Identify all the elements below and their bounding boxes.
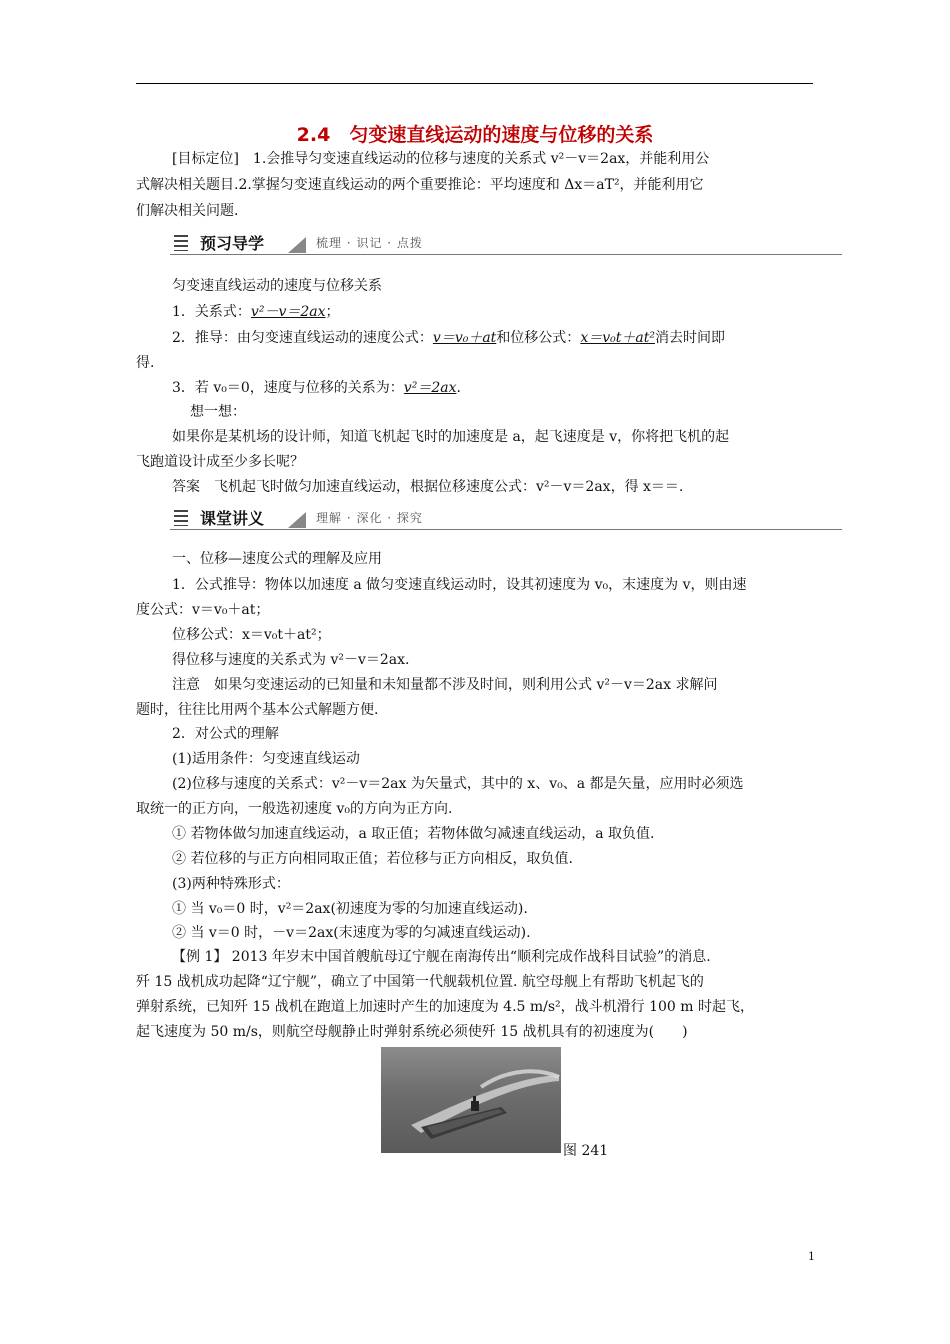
example-line: 起飞速度为 50 m/s，则航空母舰静止时弹射系统必须使歼 15 战机具有的初速度为( ) xyxy=(136,1024,688,1040)
lecture-heading-1: 一、位移—速度公式的理解及应用 xyxy=(172,551,382,567)
formula-underlined: v²＝2ax xyxy=(403,380,457,396)
example-line: 歼 15 战机成功起降“辽宁舰”，确立了中国第一代舰载机位置. 航空母舰上有帮助飞机起飞的 xyxy=(136,974,704,990)
lecture-line: 得位移与速度的关系式为 v²－v＝2ax. xyxy=(172,652,410,668)
objective-line-3: 们解决相关问题. xyxy=(136,203,239,219)
triangle-icon xyxy=(288,512,306,528)
think-label: 想一想： xyxy=(190,404,246,420)
condition-line: ② 当 v＝0 时，－v＝2ax(末速度为零的匀减速直线运动). xyxy=(172,925,531,941)
section-header-preview xyxy=(170,233,842,255)
note-line: 注意 如果匀变速运动的已知量和未知量都不涉及时间，则利用公式 v²－v＝2ax 求解问 xyxy=(172,677,718,693)
triangle-icon xyxy=(288,237,306,253)
question-line-1: 如果你是某机场的设计师，知道飞机起飞时的加速度是 a，起飞速度是 v，你将把飞机的起 xyxy=(172,429,730,445)
item-text: 和位移公式： xyxy=(496,330,581,346)
lecture-heading-2: 2．对公式的理解 xyxy=(172,726,279,742)
example-line: 弹射系统，已知歼 15 战机在跑道上加速时产生的加速度为 4.5 m/s²，战斗机滑行 100 m 时起飞， xyxy=(136,999,755,1015)
aircraft-carrier-photo xyxy=(381,1047,561,1153)
formula-underlined: v＝v₀＋at xyxy=(432,330,497,346)
answer-line: 答案 飞机起飞时做匀加速直线运动，根据位移速度公式：v²－v＝2ax，得 x＝＝. xyxy=(172,479,684,495)
figure-caption: 图 241 xyxy=(563,1143,609,1159)
condition-line: (3)两种特殊形式： xyxy=(172,876,290,892)
page-title: 2.4 匀变速直线运动的速度与位移的关系 xyxy=(296,124,654,146)
objective-line-2: 式解决相关题目.2.掌握匀变速直线运动的两个重要推论：平均速度和 Δx＝aT²，并能利用它 xyxy=(136,177,704,193)
aircraft-carrier-illustration xyxy=(381,1047,561,1153)
section-label: 预习导学 xyxy=(200,234,265,253)
item-text: . xyxy=(456,380,461,396)
preview-item-3 xyxy=(172,376,461,400)
header-rule xyxy=(136,83,813,84)
question-line-2: 飞跑道设计成至少多长呢？ xyxy=(136,454,304,470)
item-text: 2．推导：由匀变速直线运动的速度公式： xyxy=(172,330,433,346)
note-line: 题时，往往比用两个基本公式解题方便. xyxy=(136,702,379,718)
lecture-line: 位移公式：x＝v₀t＋at²； xyxy=(172,627,331,643)
condition-line: ① 当 v₀＝0 时，v²＝2ax(初速度为零的匀加速直线运动). xyxy=(172,901,528,917)
condition-line: (2)位移与速度的关系式：v²－v＝2ax 为矢量式，其中的 x、v₀、a 都是矢量，应用时必须选 xyxy=(172,776,744,792)
objective-line-1: [目标定位] 1.会推导匀变速直线运动的位移与速度的关系式 v²－v＝2ax，并能利用公 xyxy=(172,151,710,167)
condition-line: ① 若物体做匀加速直线运动，a 取正值；若物体做匀减速直线运动，a 取负值. xyxy=(172,826,655,842)
example-line: 【例 1】 2013 年岁末中国首艘航母辽宁舰在南海传出“顺利完成作战科目试验”的消息. xyxy=(172,949,711,965)
item-text: 消去时间即 xyxy=(654,330,725,346)
section-header-lecture xyxy=(170,508,842,530)
preview-item-2 xyxy=(172,326,725,350)
item-text: 1．关系式： xyxy=(172,304,251,320)
section-underline xyxy=(170,529,842,530)
preview-heading: 匀变速直线运动的速度与位移关系 xyxy=(172,278,382,294)
stripes-icon xyxy=(174,510,188,526)
lecture-line: 1．公式推导：物体以加速度 a 做匀变速直线运动时，设其初速度为 v₀，末速度为 v，则由速 xyxy=(172,577,747,593)
page-number: 1 xyxy=(808,1250,815,1263)
item-text: ； xyxy=(325,304,340,320)
formula-underlined: x＝v₀t＋at² xyxy=(580,330,655,346)
section-subtitle: 理解 · 深化 · 探究 xyxy=(316,511,423,525)
lecture-line: 度公式：v＝v₀＋at； xyxy=(136,602,270,618)
condition-line: (1)适用条件：匀变速直线运动 xyxy=(172,751,360,767)
item-text: 3．若 v₀＝0，速度与位移的关系为： xyxy=(172,380,404,396)
stripes-icon xyxy=(174,235,188,251)
section-subtitle: 梳理 · 识记 · 点拨 xyxy=(316,236,423,250)
section-label: 课堂讲义 xyxy=(200,509,265,528)
preview-item-1 xyxy=(172,300,340,324)
condition-line: 取统一的正方向，一般选初速度 v₀的方向为正方向. xyxy=(136,801,453,817)
condition-line: ② 若位移的与正方向相同取正值；若位移与正方向相反，取负值. xyxy=(172,851,573,867)
preview-item-2-cont: 得. xyxy=(136,355,155,371)
section-underline xyxy=(170,254,842,255)
formula-underlined: v²－v＝2ax xyxy=(250,304,326,320)
